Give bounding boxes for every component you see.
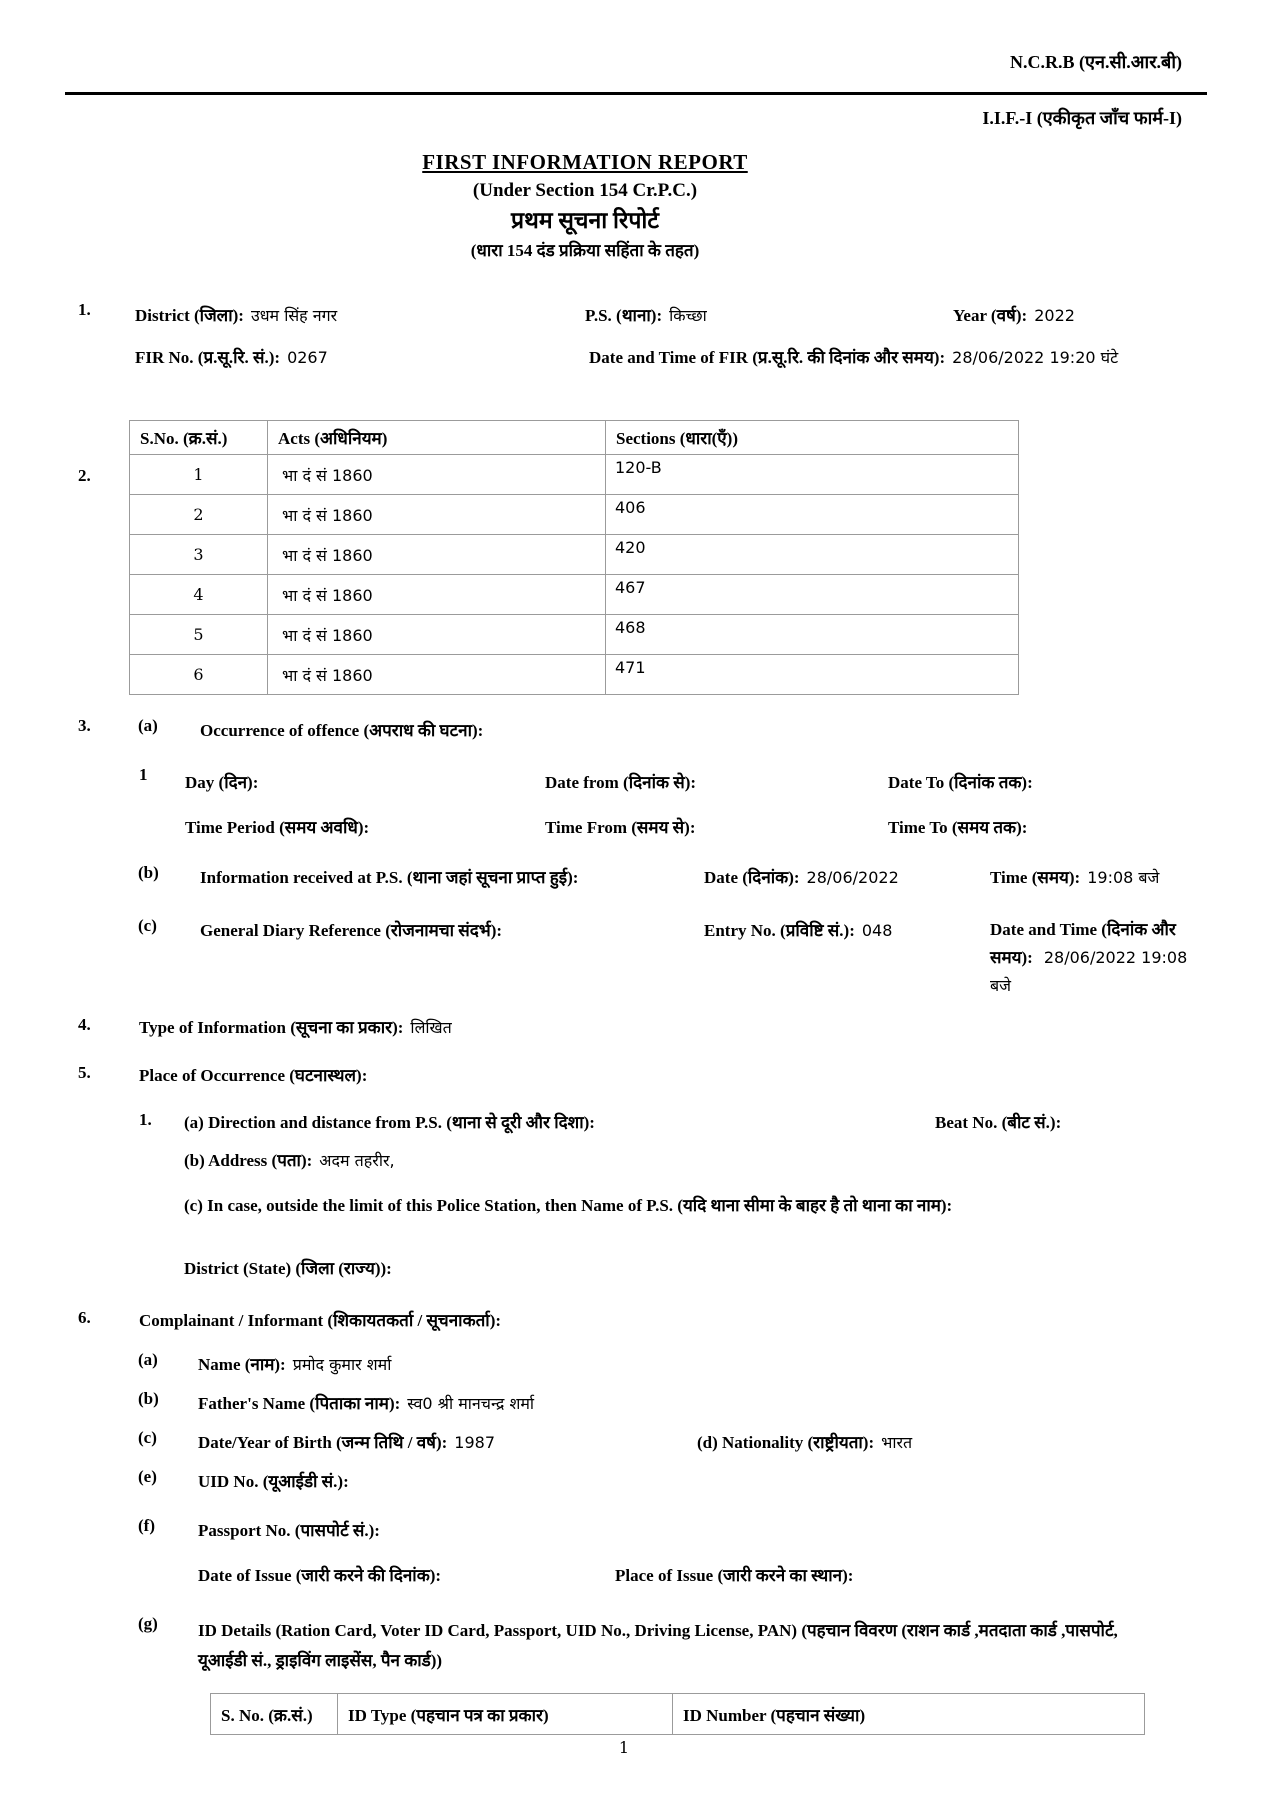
date-to-label: Date To (दिनांक तक): <box>888 773 1033 792</box>
type-of-information-field <box>139 1015 452 1038</box>
act-name: भा दं सं 1860 <box>268 615 606 655</box>
beat-no-label: Beat No. (बीट सं.): <box>935 1113 1062 1132</box>
father-name-label: Father's Name (पिताका नाम): <box>198 1394 401 1413</box>
year-value: 2022 <box>1034 306 1075 325</box>
iif-header: I.I.F.-I (एकीकृत जाँच फार्म-I) <box>982 108 1182 128</box>
ncrb-header: N.C.R.B (एन.सी.आर.बी) <box>1010 52 1182 72</box>
section-1-number: 1. <box>78 300 91 319</box>
section-4-number: 4. <box>78 1015 91 1034</box>
act-section: 420 <box>606 535 1019 575</box>
section-6f-letter: (f) <box>138 1516 155 1535</box>
father-name-field <box>198 1391 534 1414</box>
gd-entry-field <box>704 918 892 941</box>
time-to-label: Time To (समय तक): <box>888 818 1028 837</box>
gd-datetime-field <box>990 916 1208 1000</box>
gd-reference-label: General Diary Reference (रोजनामचा संदर्भ): <box>200 921 503 940</box>
header-rule <box>65 92 1207 95</box>
address-field <box>184 1148 395 1171</box>
section-3c-letter: (c) <box>138 916 157 935</box>
district-field <box>135 303 337 326</box>
page-number: 1 <box>618 1738 630 1757</box>
outside-ps-label: (c) In case, outside the limit of this Police Station, then Name of P.S. (यदि थाना सीमा के बाहर है तो थाना का नाम): <box>184 1196 953 1215</box>
info-time-label: Time (समय): <box>990 868 1081 887</box>
date-of-issue-label: Date of Issue (जारी करने की दिनांक): <box>198 1566 442 1585</box>
time-period-label: Time Period (समय अवधि): <box>185 818 370 837</box>
fir-no-value: 0267 <box>287 348 328 367</box>
acts-table-row <box>130 495 1019 535</box>
birth-year-label: Date/Year of Birth (जन्म तिथि / वर्ष): <box>198 1433 448 1452</box>
section-6c-letter: (c) <box>138 1428 157 1447</box>
section-6-number: 6. <box>78 1308 91 1327</box>
act-name: भा दं सं 1860 <box>268 655 606 695</box>
birth-year-field <box>198 1430 495 1453</box>
acts-table-row <box>130 655 1019 695</box>
act-name: भा दं सं 1860 <box>268 455 606 495</box>
act-section: 468 <box>606 615 1019 655</box>
place-of-issue-label: Place of Issue (जारी करने का स्थान): <box>615 1566 854 1585</box>
acts-table-row <box>130 615 1019 655</box>
act-name: भा दं सं 1860 <box>268 495 606 535</box>
complainant-informant-label: Complainant / Informant (शिकायतकर्ता / सूचनाकर्ता): <box>139 1311 502 1330</box>
id-table-header-row <box>211 1694 1145 1735</box>
type-of-information-value: लिखित <box>410 1018 452 1037</box>
place-item-number: 1. <box>139 1110 152 1129</box>
id-header-type: ID Type (पहचान पत्र का प्रकार) <box>338 1694 673 1735</box>
type-of-information-label: Type of Information (सूचना का प्रकार): <box>139 1018 404 1037</box>
section-6g-letter: (g) <box>138 1614 158 1633</box>
fir-no-label: FIR No. (प्र.सू.रि. सं.): <box>135 348 281 367</box>
gd-entry-value: 048 <box>861 921 893 940</box>
father-name-value: स्व0 श्री मानचन्द्र शर्मा <box>407 1394 535 1413</box>
fir-title-en: FIRST INFORMATION REPORT <box>422 150 748 174</box>
complainant-name-field <box>198 1352 391 1375</box>
uid-no-label: UID No. (यूआईडी सं.): <box>198 1472 349 1491</box>
acts-table-row <box>130 455 1019 495</box>
acts-header-acts: Acts (अधिनियम) <box>268 421 606 455</box>
acts-sections-table <box>129 420 1019 695</box>
section-6e-letter: (e) <box>138 1467 157 1486</box>
section-2-number: 2. <box>78 466 91 485</box>
district-state-label: District (State) (जिला (राज्य)): <box>184 1259 392 1278</box>
passport-no-label: Passport No. (पासपोर्ट सं.): <box>198 1521 380 1540</box>
place-of-occurrence-label: Place of Occurrence (घटनास्थल): <box>139 1066 368 1085</box>
section-5-number: 5. <box>78 1063 91 1082</box>
gd-datetime-label: Date and Time (दिनांक और समय): <box>990 920 1176 967</box>
section-3a-letter: (a) <box>138 716 158 735</box>
section-6b-letter: (b) <box>138 1389 159 1408</box>
info-received-label: Information received at P.S. (थाना जहां सूचना प्राप्त हुई): <box>200 868 579 887</box>
time-from-label: Time From (समय से): <box>545 818 696 837</box>
fir-datetime-field <box>589 345 1118 368</box>
fir-datetime-label: Date and Time of FIR (प्र.सू.रि. की दिनांक और समय): <box>589 348 946 367</box>
district-label: District (जिला): <box>135 306 244 325</box>
date-from-label: Date from (दिनांक से): <box>545 773 697 792</box>
id-header-number: ID Number (पहचान संख्या) <box>673 1694 1145 1735</box>
complainant-name-label: Name (नाम): <box>198 1355 286 1374</box>
nationality-field <box>697 1430 912 1453</box>
act-sno: 3 <box>130 535 268 575</box>
act-section: 406 <box>606 495 1019 535</box>
fir-subtitle-en: (Under Section 154 Cr.P.C.) <box>472 180 698 201</box>
info-date-value: 28/06/2022 <box>806 868 899 887</box>
fir-subtitle-hi: (धारा 154 दंड प्रक्रिया सहिंता के तहत) <box>470 241 700 260</box>
direction-distance-label: (a) Direction and distance from P.S. (थाना से दूरी और दिशा): <box>184 1113 595 1132</box>
act-section: 467 <box>606 575 1019 615</box>
occurrence-row-number: 1 <box>139 765 148 784</box>
district-value: उधम सिंह नगर <box>250 306 338 325</box>
birth-year-value: 1987 <box>454 1433 496 1452</box>
complainant-name-value: प्रमोद कुमार शर्मा <box>292 1355 392 1374</box>
fir-no-field <box>135 345 328 368</box>
gd-entry-label: Entry No. (प्रविष्टि सं.): <box>704 921 855 940</box>
act-sno: 4 <box>130 575 268 615</box>
act-section: 120-B <box>606 455 1019 495</box>
info-date-field <box>704 865 899 888</box>
fir-datetime-value: 28/06/2022 19:20 घंटे <box>952 348 1119 367</box>
act-name: भा दं सं 1860 <box>268 575 606 615</box>
id-header-sno: S. No. (क्र.सं.) <box>211 1694 338 1735</box>
section-3b-letter: (b) <box>138 863 159 882</box>
id-details-label: ID Details (Ration Card, Voter ID Card, Passport, UID No., Driving License, PAN) (पहचान विवरण (राशन कार्ड ,मतदाता कार्ड ,पासपोर्ट, यूआईडी सं., ड्राइविंग लाइसेंस, पैन कार्ड)) <box>198 1621 1118 1670</box>
nationality-value: भारत <box>881 1433 913 1452</box>
ps-label: P.S. (थाना): <box>585 306 663 325</box>
day-label: Day (दिन): <box>185 773 259 792</box>
act-sno: 1 <box>130 455 268 495</box>
acts-header-sno: S.No. (क्र.सं.) <box>130 421 268 455</box>
acts-table-row <box>130 535 1019 575</box>
acts-header-sections: Sections (धारा(एँ)) <box>606 421 1019 455</box>
act-sno: 5 <box>130 615 268 655</box>
ps-value: किच्छा <box>669 306 707 325</box>
act-name: भा दं सं 1860 <box>268 535 606 575</box>
fir-title-hi: प्रथम सूचना रिपोर्ट <box>511 208 659 233</box>
section-6a-letter: (a) <box>138 1350 158 1369</box>
info-date-label: Date (दिनांक): <box>704 868 800 887</box>
address-label: (b) Address (पता): <box>184 1151 313 1170</box>
act-sno: 6 <box>130 655 268 695</box>
acts-table-row <box>130 575 1019 615</box>
year-field <box>953 303 1075 326</box>
occurrence-label: Occurrence of offence (अपराध की घटना): <box>200 721 484 740</box>
nationality-label: (d) Nationality (राष्ट्रीयता): <box>697 1433 875 1452</box>
section-3-number: 3. <box>78 716 91 735</box>
year-label: Year (वर्ष): <box>953 306 1028 325</box>
ps-field <box>585 303 707 326</box>
acts-table-header-row <box>130 421 1019 455</box>
info-time-field <box>990 865 1159 888</box>
act-sno: 2 <box>130 495 268 535</box>
gd-datetime-value: 28/06/2022 19:08 बजे <box>990 948 1188 995</box>
act-section: 471 <box>606 655 1019 695</box>
info-time-value: 19:08 बजे <box>1087 868 1160 887</box>
id-details-table <box>210 1693 1145 1735</box>
address-value: अदम तहरीर, <box>319 1151 395 1170</box>
